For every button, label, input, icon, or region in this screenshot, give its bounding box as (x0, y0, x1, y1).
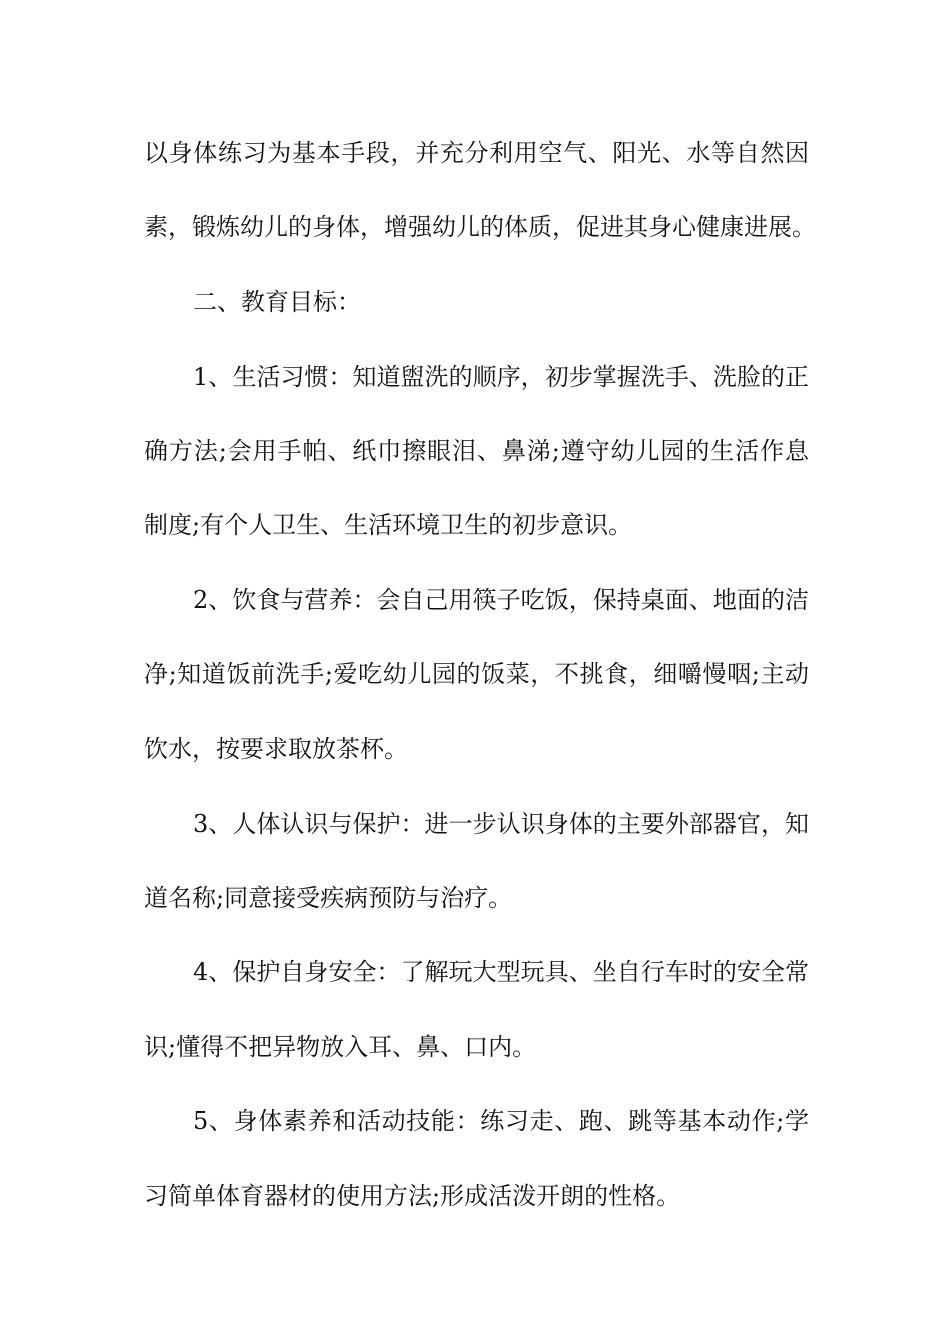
paragraph-line: 1、生活习惯：知道盥洗的顺序，初步掌握洗手、洗脸的正 (193, 363, 809, 391)
paragraph-line: 5、身体素养和活动技能：练习走、跑、跳等基本动作;学 (193, 1107, 809, 1135)
paragraph-line: 4、保护自身安全：了解玩大型玩具、坐自行车时的安全常 (193, 958, 809, 986)
section-heading: 二、教育目标： (193, 288, 361, 316)
paragraph-line: 习简单体育器材的使用方法;形成活泼开朗的性格。 (144, 1182, 681, 1210)
paragraph-line: 饮水，按要求取放茶杯。 (144, 735, 408, 763)
paragraph-line: 3、人体认识与保护：进一步认识身体的主要外部器官，知 (193, 810, 809, 838)
paragraph-line: 识;懂得不把异物放入耳、鼻、口内。 (144, 1033, 537, 1061)
paragraph-line: 确方法;会用手帕、纸巾擦眼泪、鼻涕;遵守幼儿园的生活作息 (144, 437, 809, 465)
paragraph-line: 净;知道饭前洗手;爱吃幼儿园的饭菜，不挑食，细嚼慢咽;主动 (144, 660, 809, 688)
paragraph-line: 制度;有个人卫生、生活环境卫生的初步意识。 (144, 511, 633, 539)
paragraph-line: 2、饮食与营养：会自己用筷子吃饭，保持桌面、地面的洁 (193, 586, 809, 614)
paragraph-line: 以身体练习为基本手段，并充分利用空气、阳光、水等自然因 (144, 139, 809, 167)
paragraph-line: 素，锻炼幼儿的身体，增强幼儿的体质，促进其身心健康进展。 (144, 213, 816, 241)
paragraph-line: 道名称;同意接受疾病预防与治疗。 (144, 884, 513, 912)
